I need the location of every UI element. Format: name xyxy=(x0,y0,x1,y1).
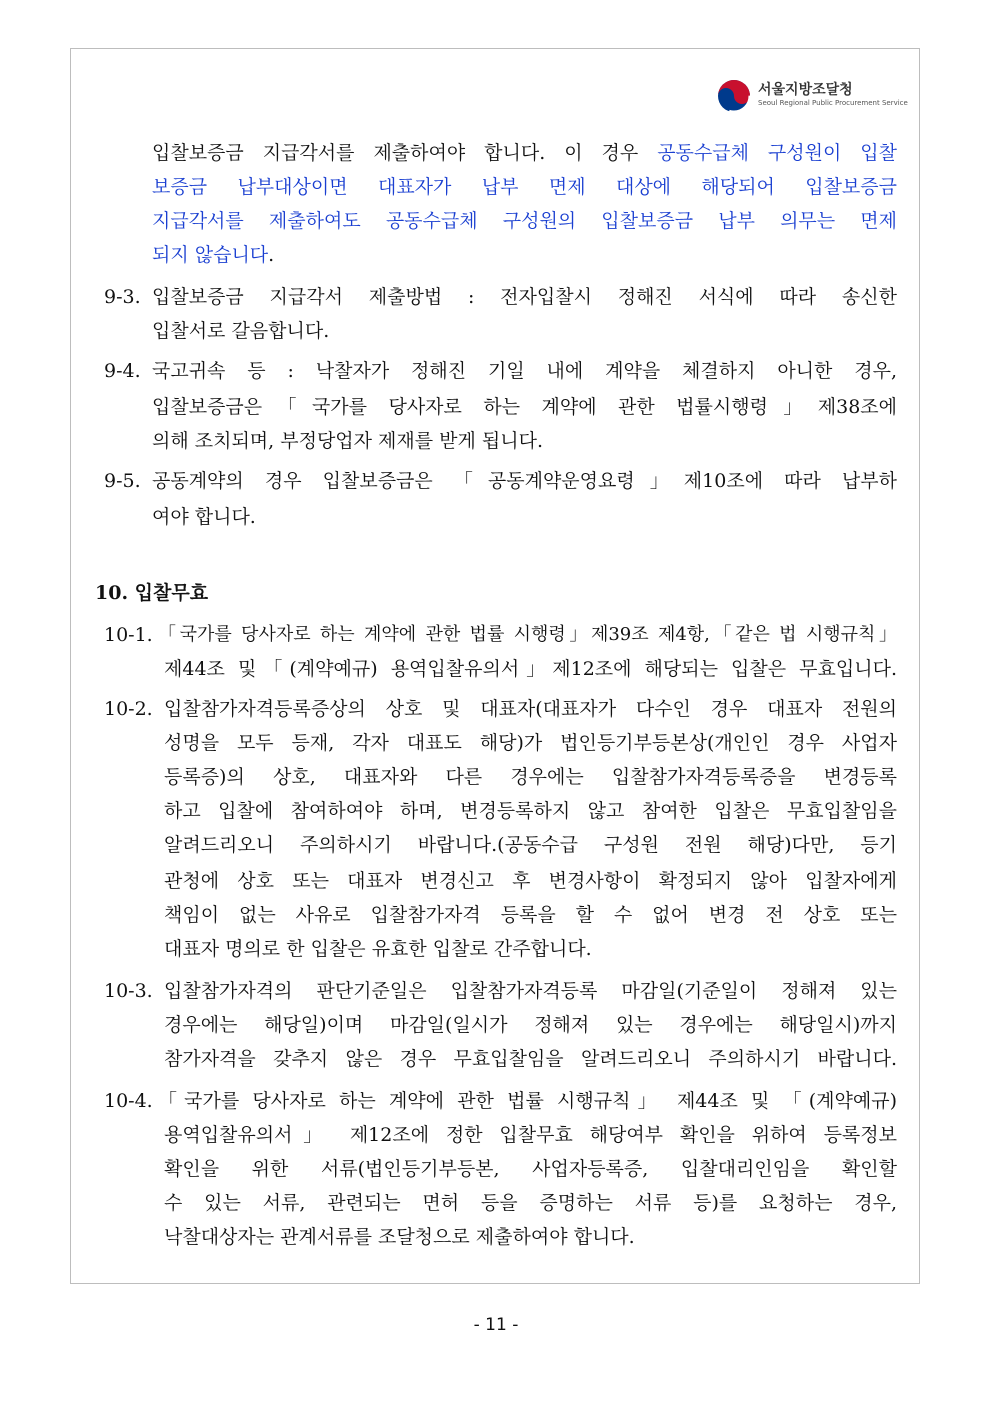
item-10-4-line-2: 용역입찰유의서」 제12조에 정한 입찰무효 해당여부 확인을 위하여 등록정보 xyxy=(164,1124,897,1146)
item-10-2-line-4: 하고 입찰에 참여하여야 하며, 변경등록하지 않고 참여한 입찰은 무효입찰임을 xyxy=(164,800,897,822)
item-9-5-line-1: 공동계약의 경우 입찰보증금은 「공동계약운영요령」제10조에 따라 납부하 xyxy=(152,470,897,492)
item-10-2-line-7: 책임이 없는 사유로 입찰참가자격 등록을 할 수 없어 변경 전 상호 또는 xyxy=(164,904,897,926)
item-10-1-line-2: 제44조 및「(계약예규) 용역입찰유의서」제12조에 해당되는 입찰은 무효입니다. xyxy=(164,658,897,680)
item-number-9-4: 9-4. xyxy=(104,360,141,382)
item-10-3-line-3: 참가자격을 갖추지 않은 경우 무효입찰임을 알려드리오니 주의하시기 바랍니다. xyxy=(164,1048,897,1070)
item-9-4-line-2: 입찰보증금은「국가를 당사자로 하는 계약에 관한 법률시행령」제38조에 xyxy=(152,396,897,418)
item-10-4-line-3: 확인을 위한 서류(법인등기부등본, 사업자등록증, 입찰대리인임을 확인할 xyxy=(164,1158,897,1180)
item-9-3-line-2: 입찰서로 갈음합니다. xyxy=(152,320,330,342)
item-10-4-line-4: 수 있는 서류, 관련되는 면허 등을 증명하는 서류 등)를 요청하는 경우, xyxy=(164,1192,897,1214)
section-heading-10: 10. 입찰무효 xyxy=(95,582,209,604)
item-number-10-2: 10-2. xyxy=(104,698,153,720)
page-number: - 11 - xyxy=(473,1315,519,1335)
item-9-4-line-1: 국고귀속 등 : 낙찰자가 정해진 기일 내에 계약을 체결하지 아니한 경우, xyxy=(152,360,897,382)
item-10-2-line-1: 입찰참가자격등록증상의 상호 및 대표자(대표자가 다수인 경우 대표자 전원의 xyxy=(164,698,897,720)
item-number-10-3: 10-3. xyxy=(104,980,153,1002)
item-number-10-4: 10-4. xyxy=(104,1090,153,1112)
agency-logo xyxy=(716,76,906,116)
item-number-9-5: 9-5. xyxy=(104,470,141,492)
item-10-4-line-1: 「국가를 당사자로 하는 계약에 관한 법률 시행규칙」 제44조 및 「(계약예규) xyxy=(158,1090,897,1112)
item-10-2-line-8: 대표자 명의로 한 입찰은 유효한 입찰로 간주합니다. xyxy=(164,938,592,960)
item-number-9-3: 9-3. xyxy=(104,286,141,308)
agency-name: 서울지방조달청 xyxy=(758,82,853,98)
item-9-3-line-1: 입찰보증금 지급각서 제출방법 : 전자입찰시 정해진 서식에 따라 송신한 xyxy=(152,286,897,308)
item-10-3-line-1: 입찰참가자격의 판단기준일은 입찰참가자격등록 마감일(기준일이 정해져 있는 xyxy=(164,980,897,1002)
agency-name-english: Seoul Regional Public Procurement Service xyxy=(758,99,908,107)
item-number-10-1: 10-1. xyxy=(104,624,153,646)
item-10-2-line-2: 성명을 모두 등재, 각자 대표도 해당)가 법인등기부등본상(개인인 경우 사업자 xyxy=(164,732,897,754)
intro-line-1: 입찰보증금 지급각서를 제출하여야 합니다. 이 경우 공동수급체 구성원이 입찰 xyxy=(152,142,897,164)
item-10-2-line-5: 알려드리오니 주의하시기 바랍니다.(공동수급 구성원 전원 해당)다만, 등기 xyxy=(164,834,897,856)
intro-line-4: 되지 않습니다. xyxy=(152,244,275,266)
item-10-2-line-6: 관청에 상호 또는 대표자 변경신고 후 변경사항이 확정되지 않아 입찰자에게 xyxy=(164,870,897,892)
item-10-2-line-3: 등록증)의 상호, 대표자와 다른 경우에는 입찰참가자격등록증을 변경등록 xyxy=(164,766,897,788)
item-10-3-line-2: 경우에는 해당일)이며 마감일(일시가 정해져 있는 경우에는 해당일시)까지 xyxy=(164,1014,897,1036)
item-10-1-line-1: 「국가를 당사자로 하는 계약에 관한 법률 시행령」제39조 제4항,「같은 법 시행규칙」 xyxy=(158,624,897,645)
item-10-4-line-5: 낙찰대상자는 관계서류를 조달청으로 제출하여야 합니다. xyxy=(164,1226,635,1248)
item-9-5-line-2: 여야 합니다. xyxy=(152,506,256,528)
item-9-4-line-3: 의해 조치되며, 부정당업자 제재를 받게 됩니다. xyxy=(152,430,544,452)
intro-line-3: 지급각서를 제출하여도 공동수급체 구성원의 입찰보증금 납부 의무는 면제 xyxy=(152,210,897,232)
taeguk-emblem-icon xyxy=(716,78,752,114)
intro-line-2: 보증금 납부대상이면 대표자가 납부 면제 대상에 해당되어 입찰보증금 xyxy=(152,176,897,198)
